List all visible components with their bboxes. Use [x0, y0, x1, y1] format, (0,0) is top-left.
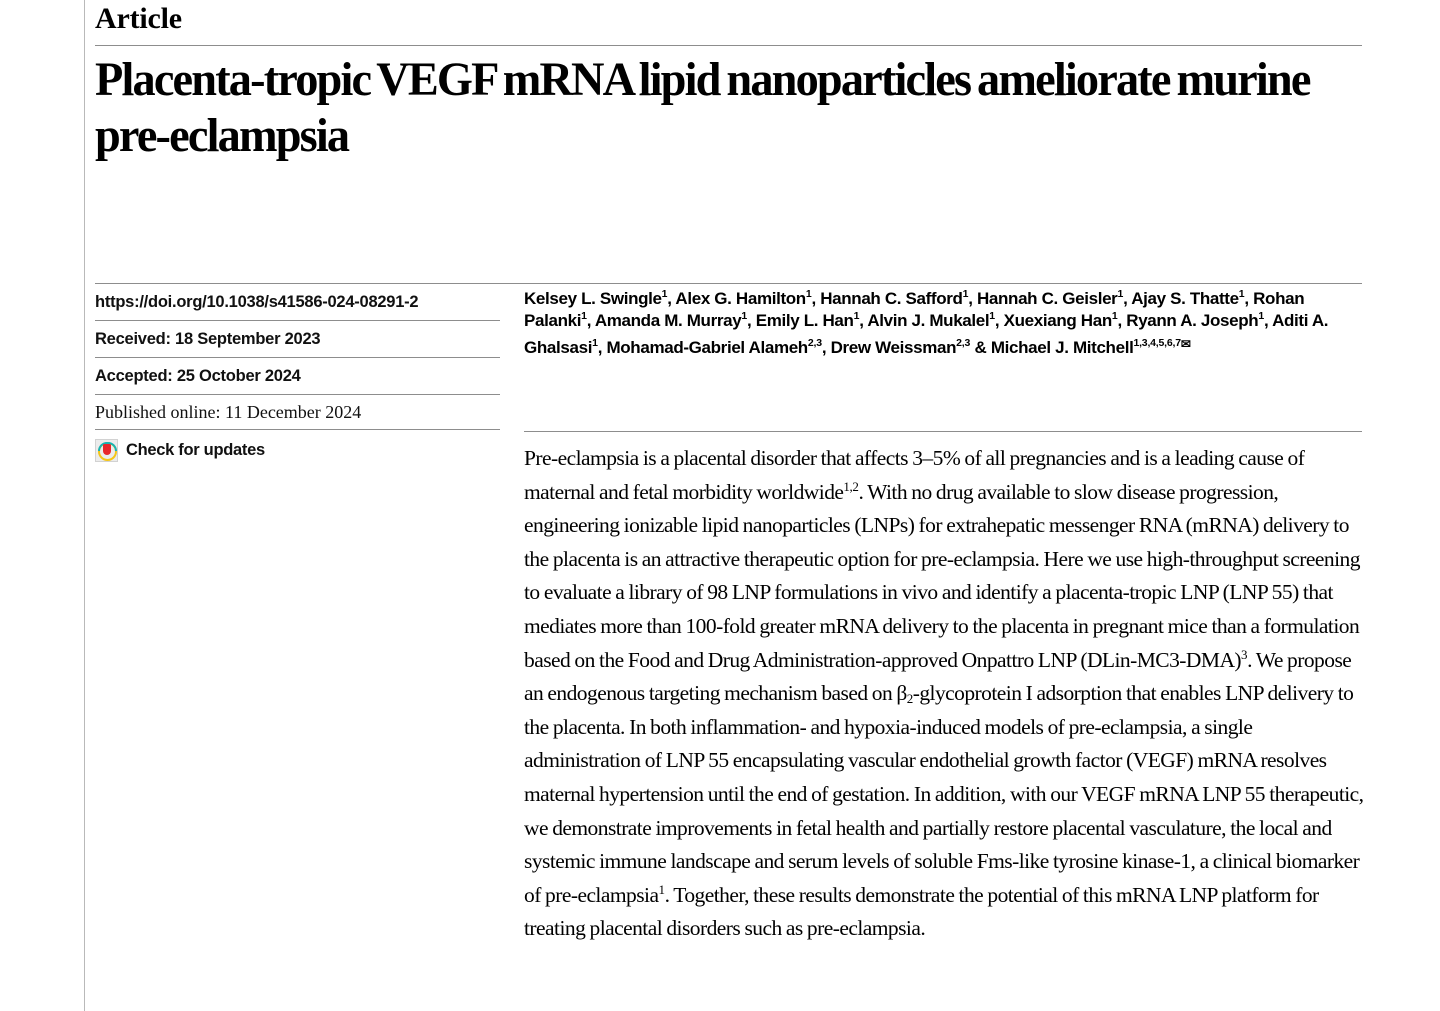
doi-link[interactable]: https://doi.org/10.1038/s41586-024-08291-2 — [95, 293, 419, 311]
author-affiliation-sup: 1 — [741, 310, 747, 323]
author-affiliation-sup: 1 — [1111, 310, 1118, 323]
author-name[interactable]: , Ryann A. Joseph — [1117, 311, 1259, 331]
abstract-segment: . With no drug available to slow disease progression, engineering ionizable lipid nanoparticles (LNPs) for extrahepatic messenger RNA (mRNA) delivery to the placenta is an attractive therapeutic option for pre-eclampsia. Here we use high-throughput screening to evaluate a library of 98 LNP formulations in vivo and identify a placenta-tropic LNP (LNP 55) that mediates more than 100-fold greater mRNA delivery to the placenta in pregnant mice than a formulation based on the Food and Drug Administration-approved Onpattro LNP (DLin-MC3-DMA) — [524, 479, 1360, 672]
author-name[interactable]: Kelsey L. Swingle — [524, 289, 662, 308]
author-affiliation-sup: 1 — [1258, 310, 1264, 323]
article-type-kicker: Article — [95, 2, 182, 35]
author-name[interactable]: , Rohan Palanki — [524, 289, 1305, 331]
author-name[interactable]: , Amanda M. Murray — [586, 311, 742, 331]
author-name[interactable]: , Alex G. Hamilton — [667, 289, 806, 308]
published-date: Published online: 11 December 2024 — [95, 402, 362, 422]
author-affiliation-sup: 1 — [805, 288, 812, 300]
abstract-segment: . We propose an endogenous targeting mechanism based on β — [524, 647, 1352, 706]
author-name[interactable]: , Hannah C. Geisler — [968, 289, 1118, 308]
author-affiliation-sup: 1 — [581, 310, 587, 323]
author-list — [524, 288, 1369, 359]
doi-row[interactable] — [95, 284, 500, 321]
author-name[interactable]: , Emily L. Han — [746, 311, 854, 331]
beta2-subscript: 2 — [906, 691, 913, 707]
abstract-segment: Pre-eclampsia is a placental disorder that affects 3–5% of all pregnancies and is a leading cause of maternal and fetal morbidity worldwide — [524, 446, 1305, 504]
author-affiliation-sup: 1 — [962, 288, 969, 300]
author-affiliation-sup: 2,3 — [956, 336, 971, 349]
accepted-date: Accepted: 25 October 2024 — [95, 367, 301, 385]
metadata-column — [95, 284, 500, 469]
crossmark-icon — [95, 439, 118, 462]
citation-ref[interactable]: 1 — [658, 881, 665, 897]
page-left-rule — [84, 0, 85, 1011]
crossmark-shield — [103, 444, 111, 455]
author-name[interactable]: , Ajay S. Thatte — [1123, 289, 1239, 308]
author-affiliation-sup: 2,3 — [807, 336, 822, 349]
author-affiliation-sup: 1 — [989, 310, 995, 323]
author-affiliation-sup: 1 — [853, 310, 860, 323]
author-name[interactable]: , Alvin J. Mukalel — [859, 311, 990, 331]
citation-ref[interactable]: 3 — [1241, 646, 1248, 662]
accepted-row — [95, 358, 500, 395]
page-title: Placenta-tropic VEGF mRNA lipid nanoparticles ameliorate murine pre-eclampsia — [95, 53, 1310, 162]
kicker-divider — [95, 45, 1362, 46]
received-date: Received: 18 September 2023 — [95, 330, 321, 348]
author-name[interactable]: , Mohamad-Gabriel Alameh — [597, 337, 808, 357]
author-affiliation-sup: 1,3,4,5,6,7 — [1133, 336, 1181, 349]
author-affiliation-sup: 1 — [1117, 288, 1124, 300]
abstract-divider — [524, 431, 1362, 432]
check-for-updates-label[interactable]: Check for updates — [126, 441, 265, 459]
author-name[interactable]: , Aditi A. Ghalsasi — [524, 311, 1329, 357]
author-affiliation-sup: 1 — [592, 336, 598, 349]
author-affiliation-sup: 1 — [661, 288, 668, 300]
abstract-segment: -glycoprotein I adsorption that enables LNP delivery to the placenta. In both inflammation- and hypoxia-induced models of pre-eclampsia, a single administration of LNP 55 encapsulating vascular endothelial growth factor (VEGF) mRNA resolves maternal hypertension until the end of gestation. In addition, with our VEGF mRNA LNP 55 therapeutic, we demonstrate improvements in fetal health and partially restore placental vasculature, the local and systemic immune landscape and serum levels of soluble Fms-like tyrosine kinase-1, a clinical biomarker of pre-eclampsia — [524, 681, 1364, 907]
author-separator: & — [970, 337, 991, 357]
corresponding-author-name[interactable]: Michael J. Mitchell — [990, 337, 1134, 357]
abstract-segment: . Together, these results demonstrate the potential of this mRNA LNP platform for treating placental disorders such as pre-eclampsia. — [524, 882, 1319, 941]
envelope-icon[interactable]: ✉ — [1180, 336, 1191, 351]
author-affiliation-sup: 1 — [1238, 288, 1245, 300]
abstract-text — [524, 442, 1367, 946]
citation-ref[interactable]: 1,2 — [843, 478, 859, 494]
received-row — [95, 321, 500, 358]
author-name[interactable]: , Drew Weissman — [821, 337, 957, 357]
author-name[interactable]: , Xuexiang Han — [994, 311, 1112, 331]
published-row — [95, 395, 500, 430]
check-for-updates-row[interactable] — [95, 430, 500, 469]
masthead — [95, 2, 1362, 36]
author-name[interactable]: , Hannah C. Safford — [811, 289, 963, 308]
